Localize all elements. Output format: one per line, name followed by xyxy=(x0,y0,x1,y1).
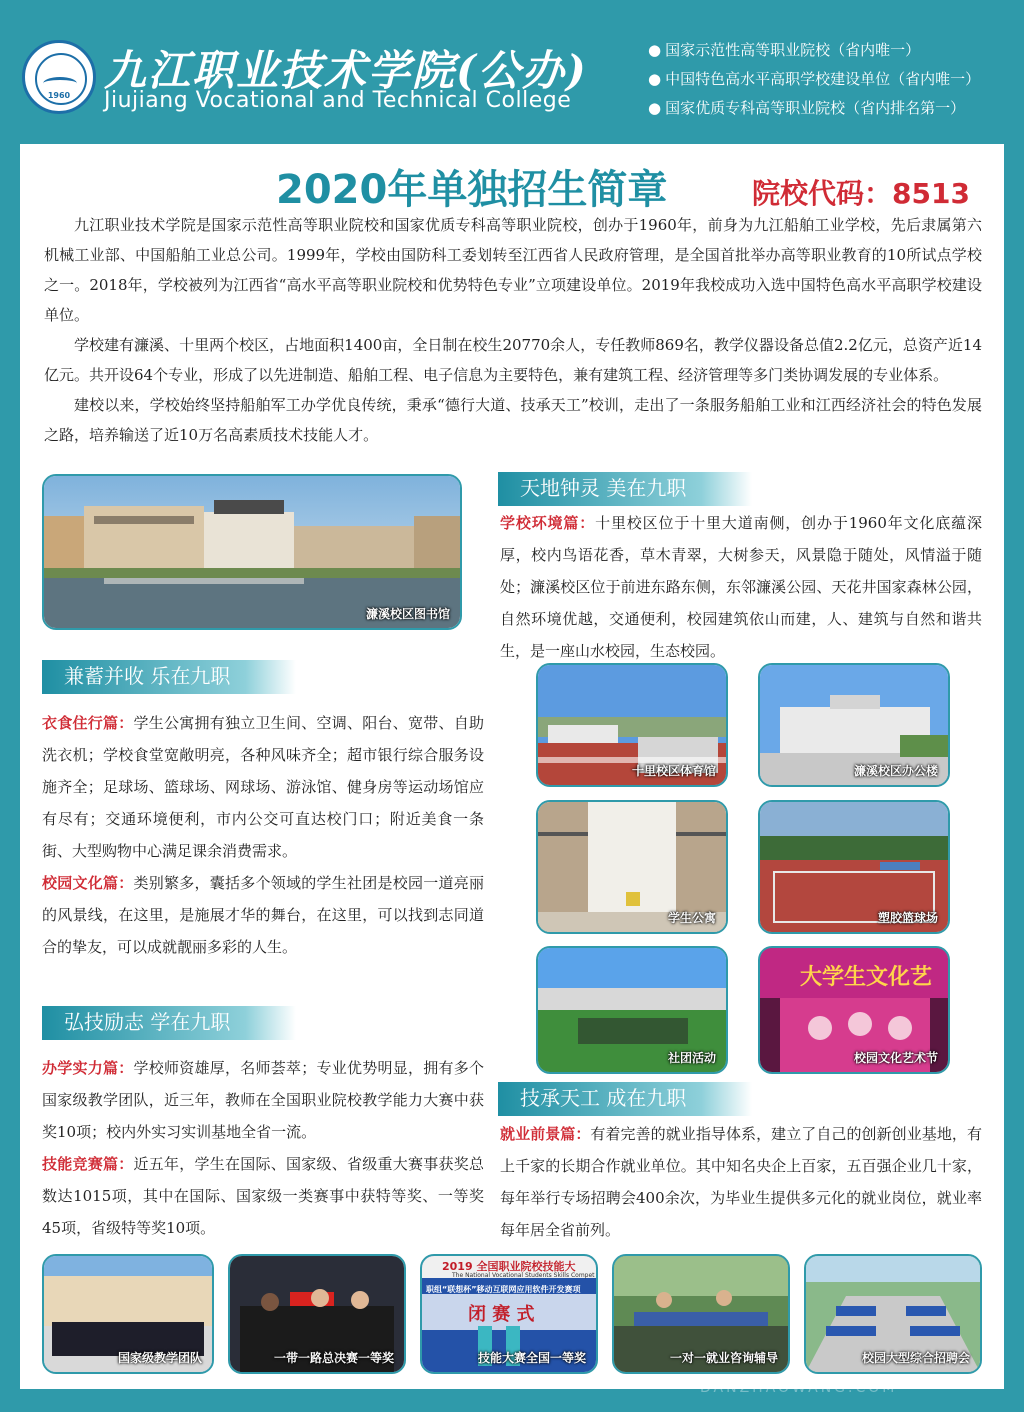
banner-career: 技承天工 成在九职 xyxy=(498,1082,752,1116)
watermark: DANZHAOWANG.COM xyxy=(700,1380,898,1396)
photo-fair xyxy=(804,1254,982,1374)
photo-dorm xyxy=(536,800,728,934)
life-body-1: 学生公寓拥有独立卫生间、空调、阳台、宽带、自助洗衣机；学校食堂宽敞明亮，各种风味齐全；超市银行综合服务设施齐全；足球场、篮球场、网球场、游泳馆、健身房等运动场馆应有尽有；交通环境便利，市内公交可直达校门口；附近美食一条街、大型购物中心满足课余消费需求。 xyxy=(42,714,484,860)
career-text xyxy=(500,1118,982,1246)
honor-item: ● 国家优质专科高等职业院校（省内排名第一） xyxy=(648,94,980,123)
honors-list xyxy=(648,36,980,123)
photo-caption: 校园文化艺术节 xyxy=(853,1051,938,1065)
photo-caption: 国家级教学团队 xyxy=(117,1351,202,1365)
photo-gym xyxy=(536,663,728,787)
skills-photo-subtitle: The National Vocational Students Skills Compet xyxy=(452,1272,595,1279)
skills-photo-title: 2019 全国职业院校技能大 xyxy=(442,1260,576,1273)
skills-photo-sign: 闭 赛 式 xyxy=(468,1304,535,1325)
photo-caption: 一带一路总决赛一等奖 xyxy=(273,1351,394,1365)
skills-photo-line: 职组“联想杯”移动互联网应用软件开发赛项 xyxy=(426,1285,581,1294)
photo-caption: 濂溪校区办公楼 xyxy=(853,764,938,778)
header xyxy=(0,0,1024,140)
life-body-2: 类别繁多，囊括多个领域的学生社团是校园一道亮丽的风景线，在这里，是施展才华的舞台，在这里，可以找到志同道合的挚友，可以成就靓丽多彩的人生。 xyxy=(42,874,484,956)
intro-paragraph: 建校以来，学校始终坚持船舶军工办学优良传统，秉承“德行大道、技承天工”校训，走出了一条服务船舶工业和江西经济社会的特色发展之路，培养输送了近10万名高素质技术技能人才。 xyxy=(44,396,982,444)
photo-team xyxy=(42,1254,214,1374)
banner-study: 弘技励志 学在九职 xyxy=(42,1006,296,1040)
logo-year: 1960 xyxy=(47,91,71,100)
college-name-en: Jiujiang Vocational and Technical College xyxy=(104,88,572,113)
school-code: 院校代码：8513 xyxy=(752,177,970,210)
life-text xyxy=(42,707,484,963)
photo-court xyxy=(758,800,950,934)
photo-caption: 濂溪校区图书馆 xyxy=(365,607,450,621)
study-lead-1: 办学实力篇： xyxy=(42,1059,134,1077)
life-lead-2: 校园文化篇： xyxy=(42,874,134,892)
photo-caption: 一对一就业咨询辅导 xyxy=(669,1351,778,1365)
honor-item: ● 中国特色高水平高职学校建设单位（省内唯一） xyxy=(648,65,980,94)
study-text xyxy=(42,1052,484,1244)
environment-text xyxy=(500,507,982,667)
photo-club xyxy=(536,946,728,1074)
photo-caption: 技能大赛全国一等奖 xyxy=(477,1351,586,1365)
career-lead: 就业前景篇： xyxy=(500,1125,591,1143)
photo-skills xyxy=(420,1254,598,1374)
photo-caption: 学生公寓 xyxy=(667,911,716,925)
life-lead-1: 衣食住行篇： xyxy=(42,714,134,732)
festival-photo-text: 大学生文化艺 xyxy=(800,965,933,990)
photo-caption: 十里校区体育馆 xyxy=(631,764,716,778)
college-name-cn: 九江职业技术学院(公办) xyxy=(104,46,588,95)
photo-library xyxy=(42,474,462,630)
study-body-1: 学校师资雄厚，名师荟萃；专业优势明显，拥有多个国家级教学团队，近三年，教师在全国职业院校教学能力大赛中获奖10项；校内外实习实训基地全省一流。 xyxy=(42,1059,484,1141)
college-logo-icon xyxy=(22,40,96,114)
environment-lead: 学校环境篇： xyxy=(500,514,596,532)
photo-caption: 校园大型综合招聘会 xyxy=(861,1351,970,1365)
banner-environment: 天地钟灵 美在九职 xyxy=(498,472,752,506)
intro-paragraph: 九江职业技术学院是国家示范性高等职业院校和国家优质专科高等职业院校，创办于1960年，前身为九江船舶工业学校，先后隶属第六机械工业部、中国船舶工业总公司。1999年，学校由国防科工委划转至江西省人民政府管理，是全国首批举办高等职业教育的10所试点学校之一。2018年，学校被列为江西省“高水平高等职业院校和优势特色专业”立项建设单位。2019年我校成功入选中国特色高水平高职学校建设单位。 xyxy=(44,216,982,324)
study-body-2: 近五年，学生在国际、国家级、省级重大赛事获奖总数达1015项，其中在国际、国家级一类赛事中获特等奖、一等奖45项，省级特等奖10项。 xyxy=(42,1155,484,1237)
career-body: 有着完善的就业指导体系，建立了自己的创新创业基地，有上千家的长期合作就业单位。其中知名央企上百家，五百强企业几十家，每年举行专场招聘会400余次，为毕业生提供多元化的就业岗位，就业率每年居全省前列。 xyxy=(500,1125,982,1239)
intro-paragraph: 学校建有濂溪、十里两个校区，占地面积1400亩，全日制在校生20770余人，专任教师869名，教学仪器设备总值2.2亿元，总资产近14亿元。共开设64个专业，形成了以先进制造、船舶工程、电子信息为主要特色，兼有建筑工程、经济管理等多门类协调发展的专业体系。 xyxy=(44,336,982,384)
photo-festival xyxy=(758,946,950,1074)
photo-beltroad xyxy=(228,1254,406,1374)
photo-office xyxy=(758,663,950,787)
environment-body: 十里校区位于十里大道南侧，创办于1960年文化底蕴深厚，校内鸟语花香，草木青翠，大树参天，风景隐于随处，风情溢于随处；濂溪校区位于前进东路东侧，东邻濂溪公园、天花井国家森林公园，自然环境优越，交通便利，校园建筑依山而建，人、建筑与自然和谐共生，是一座山水校园，生态校园。 xyxy=(500,514,982,660)
photo-caption: 社团活动 xyxy=(667,1051,716,1065)
honor-item: ● 国家示范性高等职业院校（省内唯一） xyxy=(648,36,980,65)
photo-caption: 塑胶篮球场 xyxy=(877,911,938,925)
intro-text xyxy=(44,210,982,450)
banner-life: 兼蓄并收 乐在九职 xyxy=(42,660,296,694)
study-lead-2: 技能竞赛篇： xyxy=(42,1155,134,1173)
photo-consult xyxy=(612,1254,790,1374)
page-title: 2020年单独招生简章 xyxy=(276,167,668,213)
